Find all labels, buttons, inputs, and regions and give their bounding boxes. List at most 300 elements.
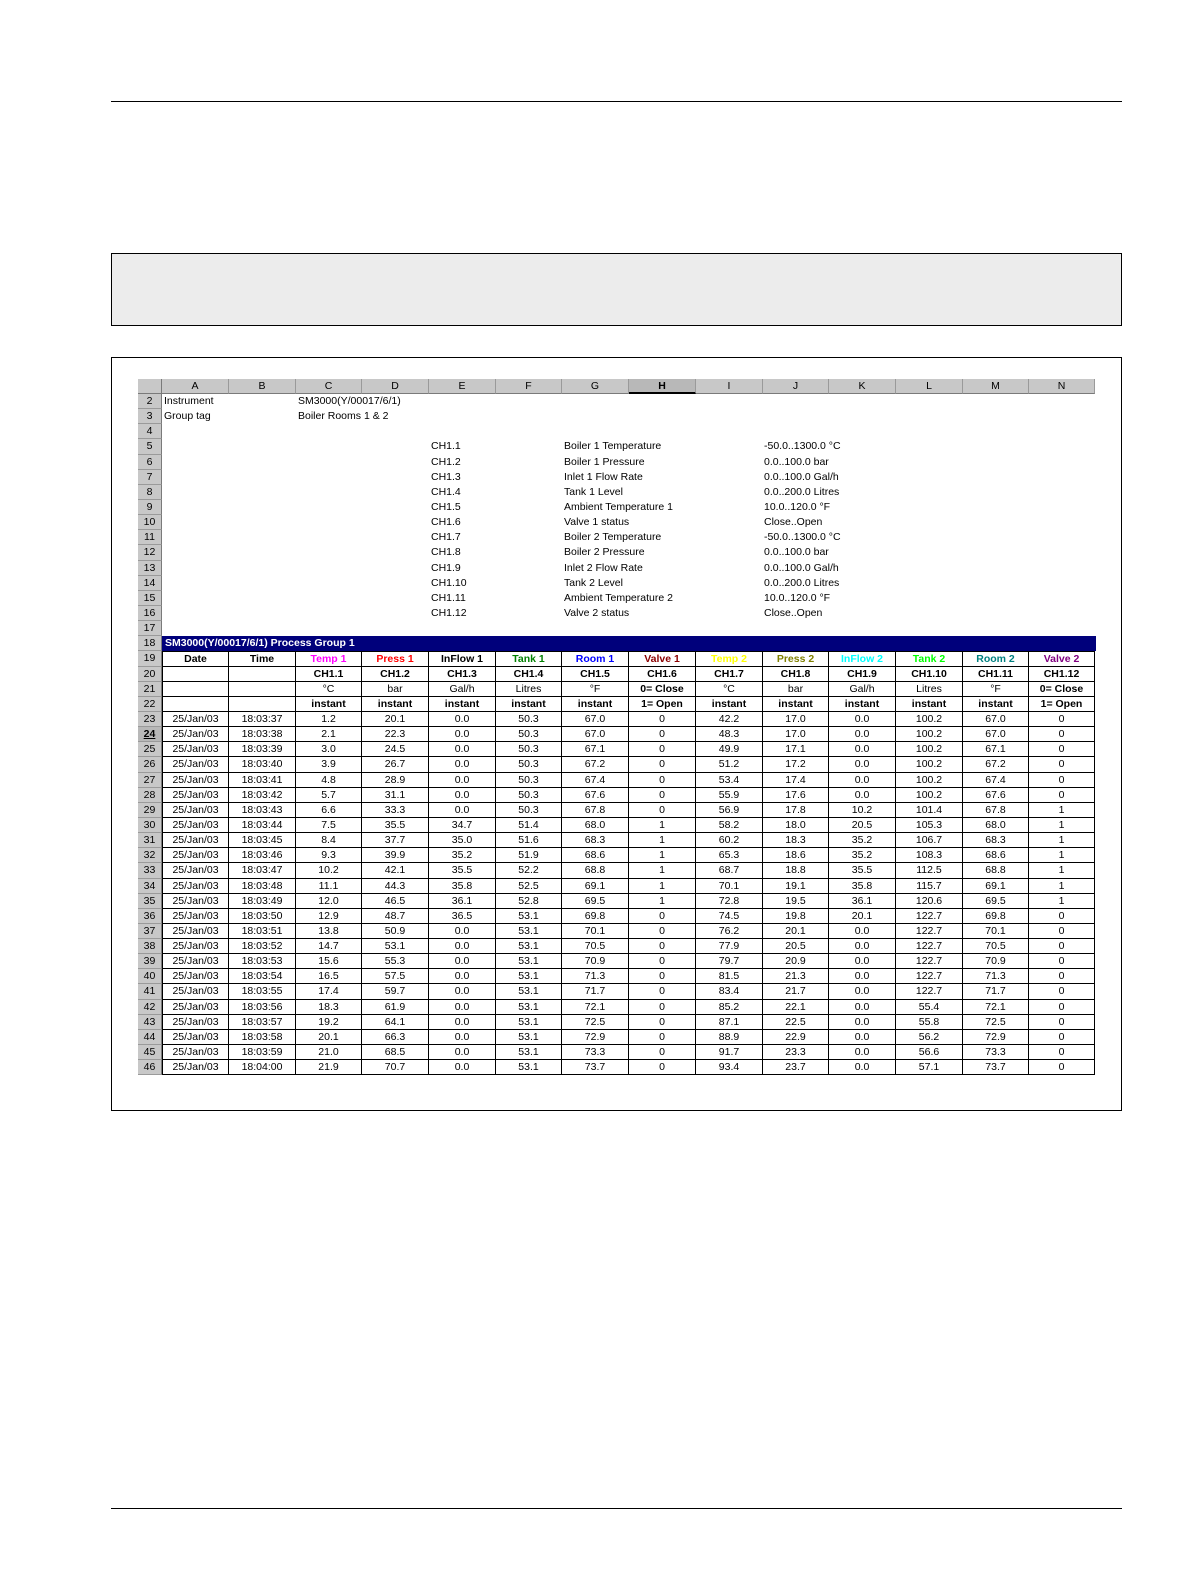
table-cell[interactable]: 0 (629, 939, 696, 954)
table-cell[interactable]: 0.0 (429, 1000, 496, 1015)
table-cell[interactable]: 0.0 (429, 773, 496, 788)
table-cell[interactable]: 23.7 (763, 1060, 829, 1075)
table-cell[interactable]: 0.0 (429, 712, 496, 727)
table-cell[interactable]: 0.0 (429, 788, 496, 803)
table-cell[interactable]: 53.1 (496, 984, 562, 999)
table-cell[interactable]: 50.9 (362, 924, 429, 939)
table-cell[interactable]: 72.5 (963, 1015, 1029, 1030)
table-cell[interactable]: 18:03:53 (229, 954, 296, 969)
table-cell[interactable]: 0 (629, 1060, 696, 1075)
table-cell[interactable]: 1 (1029, 894, 1095, 909)
table-cell[interactable]: 69.8 (963, 909, 1029, 924)
column-header-f[interactable]: F (496, 379, 562, 394)
table-cell[interactable]: 61.9 (362, 1000, 429, 1015)
table-cell[interactable]: 21.0 (296, 1045, 362, 1060)
table-cell[interactable]: 81.5 (696, 969, 763, 984)
table-cell[interactable]: 25/Jan/03 (162, 879, 229, 894)
table-cell[interactable]: 19.1 (763, 879, 829, 894)
table-cell[interactable]: 22.1 (763, 1000, 829, 1015)
table-cell[interactable]: 0.0 (829, 1045, 896, 1060)
table-cell[interactable]: 67.4 (963, 773, 1029, 788)
table-cell[interactable]: 20.1 (296, 1030, 362, 1045)
table-cell[interactable]: 0.0 (429, 984, 496, 999)
table-cell[interactable]: 76.2 (696, 924, 763, 939)
table-cell[interactable]: 25/Jan/03 (162, 924, 229, 939)
table-cell[interactable]: 50.3 (496, 757, 562, 772)
table-cell[interactable]: 17.4 (296, 984, 362, 999)
table-cell[interactable]: 18:03:55 (229, 984, 296, 999)
table-cell[interactable]: 25/Jan/03 (162, 863, 229, 878)
table-cell[interactable]: 0 (1029, 939, 1095, 954)
table-cell[interactable]: 100.2 (896, 712, 963, 727)
table-cell[interactable]: 65.3 (696, 848, 763, 863)
table-cell[interactable]: 71.3 (963, 969, 1029, 984)
table-cell[interactable]: 1 (629, 894, 696, 909)
table-cell[interactable]: 35.0 (429, 833, 496, 848)
table-cell[interactable]: 25/Jan/03 (162, 833, 229, 848)
table-cell[interactable]: 35.2 (829, 833, 896, 848)
table-cell[interactable]: 20.5 (829, 818, 896, 833)
table-cell[interactable]: 18.3 (763, 833, 829, 848)
table-cell[interactable]: 68.5 (362, 1045, 429, 1060)
row-number[interactable]: 12 (138, 545, 162, 560)
table-cell[interactable]: 18.8 (763, 863, 829, 878)
table-cell[interactable]: 70.1 (696, 879, 763, 894)
row-number[interactable]: 14 (138, 576, 162, 591)
table-cell[interactable]: 25/Jan/03 (162, 742, 229, 757)
spreadsheet[interactable] (138, 379, 1096, 1075)
table-cell[interactable]: 0.0 (429, 1030, 496, 1045)
table-cell[interactable]: 0 (629, 984, 696, 999)
table-cell[interactable]: 18:03:47 (229, 863, 296, 878)
table-cell[interactable]: 10.2 (829, 803, 896, 818)
table-cell[interactable]: 1.2 (296, 712, 362, 727)
table-cell[interactable]: 70.5 (963, 939, 1029, 954)
table-cell[interactable]: 53.1 (496, 1000, 562, 1015)
table-cell[interactable]: 0.0 (429, 924, 496, 939)
table-cell[interactable]: 1 (1029, 818, 1095, 833)
table-cell[interactable]: 53.1 (496, 1045, 562, 1060)
table-cell[interactable]: 53.1 (496, 969, 562, 984)
table-cell[interactable]: 0 (1029, 1045, 1095, 1060)
table-cell[interactable]: 72.1 (963, 1000, 1029, 1015)
row-number[interactable]: 17 (138, 621, 162, 636)
table-cell[interactable]: 72.8 (696, 894, 763, 909)
row-number[interactable]: 5 (138, 439, 162, 454)
table-cell[interactable]: 39.9 (362, 848, 429, 863)
table-cell[interactable]: 87.1 (696, 1015, 763, 1030)
table-cell[interactable]: 52.2 (496, 863, 562, 878)
table-cell[interactable]: 18.0 (763, 818, 829, 833)
table-cell[interactable]: 0.0 (829, 1015, 896, 1030)
table-cell[interactable]: 66.3 (362, 1030, 429, 1045)
table-cell[interactable]: 67.2 (562, 757, 629, 772)
table-cell[interactable]: 0.0 (829, 742, 896, 757)
column-header-k[interactable]: K (829, 379, 896, 394)
table-cell[interactable]: 1 (1029, 833, 1095, 848)
table-cell[interactable]: 18:03:45 (229, 833, 296, 848)
table-cell[interactable]: 0.0 (429, 803, 496, 818)
table-cell[interactable]: 70.9 (562, 954, 629, 969)
table-cell[interactable]: 79.7 (696, 954, 763, 969)
table-cell[interactable]: 25/Jan/03 (162, 757, 229, 772)
table-cell[interactable]: 72.9 (562, 1030, 629, 1045)
table-cell[interactable]: 56.9 (696, 803, 763, 818)
table-cell[interactable]: 18:03:42 (229, 788, 296, 803)
table-cell[interactable]: 35.2 (829, 848, 896, 863)
table-cell[interactable]: 5.7 (296, 788, 362, 803)
table-cell[interactable]: 21.3 (763, 969, 829, 984)
row-number[interactable]: 8 (138, 485, 162, 500)
table-cell[interactable]: 18:03:44 (229, 818, 296, 833)
table-cell[interactable]: 22.5 (763, 1015, 829, 1030)
row-number[interactable]: 24 (138, 727, 162, 742)
table-cell[interactable]: 44.3 (362, 879, 429, 894)
table-cell[interactable]: 53.4 (696, 773, 763, 788)
row-number[interactable]: 6 (138, 455, 162, 470)
table-cell[interactable]: 50.3 (496, 803, 562, 818)
table-cell[interactable]: 67.0 (562, 727, 629, 742)
row-number[interactable]: 35 (138, 894, 162, 909)
table-cell[interactable]: 18:03:37 (229, 712, 296, 727)
table-cell[interactable]: 35.5 (429, 863, 496, 878)
column-header-e[interactable]: E (429, 379, 496, 394)
table-cell[interactable]: 68.7 (696, 863, 763, 878)
table-cell[interactable]: 50.3 (496, 788, 562, 803)
row-number[interactable]: 20 (138, 667, 162, 682)
table-cell[interactable]: 68.3 (562, 833, 629, 848)
table-cell[interactable]: 0 (629, 712, 696, 727)
table-cell[interactable]: 100.2 (896, 788, 963, 803)
table-cell[interactable]: 1 (1029, 879, 1095, 894)
table-cell[interactable]: 0 (1029, 984, 1095, 999)
table-cell[interactable]: 0.0 (429, 939, 496, 954)
table-cell[interactable]: 20.5 (763, 939, 829, 954)
table-cell[interactable]: 7.5 (296, 818, 362, 833)
table-cell[interactable]: 25/Jan/03 (162, 727, 229, 742)
table-cell[interactable]: 59.7 (362, 984, 429, 999)
table-cell[interactable]: 18:03:46 (229, 848, 296, 863)
table-cell[interactable]: 0.0 (829, 969, 896, 984)
table-cell[interactable]: 19.8 (763, 909, 829, 924)
table-cell[interactable]: 23.3 (763, 1045, 829, 1060)
table-cell[interactable]: 69.1 (562, 879, 629, 894)
column-header-j[interactable]: J (763, 379, 829, 394)
table-cell[interactable]: 0 (629, 742, 696, 757)
table-cell[interactable]: 88.9 (696, 1030, 763, 1045)
row-number[interactable]: 29 (138, 803, 162, 818)
table-cell[interactable]: 0 (1029, 1000, 1095, 1015)
row-number[interactable]: 44 (138, 1030, 162, 1045)
table-cell[interactable]: 35.5 (829, 863, 896, 878)
table-cell[interactable]: 70.1 (562, 924, 629, 939)
table-cell[interactable]: 53.1 (496, 924, 562, 939)
table-cell[interactable]: 70.1 (963, 924, 1029, 939)
table-cell[interactable]: 85.2 (696, 1000, 763, 1015)
row-number[interactable]: 3 (138, 409, 162, 424)
table-cell[interactable]: 56.6 (896, 1045, 963, 1060)
table-cell[interactable]: 42.1 (362, 863, 429, 878)
row-number[interactable]: 32 (138, 848, 162, 863)
row-number[interactable]: 21 (138, 682, 162, 697)
table-cell[interactable]: 0 (1029, 757, 1095, 772)
table-cell[interactable]: 20.9 (763, 954, 829, 969)
table-cell[interactable]: 100.2 (896, 757, 963, 772)
table-cell[interactable]: 1 (629, 818, 696, 833)
table-cell[interactable]: 53.1 (362, 939, 429, 954)
table-cell[interactable]: 0 (629, 727, 696, 742)
table-cell[interactable]: 15.6 (296, 954, 362, 969)
row-number[interactable]: 22 (138, 697, 162, 712)
table-cell[interactable]: 69.5 (562, 894, 629, 909)
table-cell[interactable]: 25/Jan/03 (162, 712, 229, 727)
table-cell[interactable]: 51.6 (496, 833, 562, 848)
table-cell[interactable]: 53.1 (496, 939, 562, 954)
table-cell[interactable]: 25/Jan/03 (162, 1030, 229, 1045)
table-cell[interactable]: 0.0 (829, 939, 896, 954)
column-header-m[interactable]: M (963, 379, 1029, 394)
row-number[interactable]: 39 (138, 954, 162, 969)
table-cell[interactable]: 0 (629, 1015, 696, 1030)
table-cell[interactable]: 25/Jan/03 (162, 894, 229, 909)
table-cell[interactable]: 0 (629, 924, 696, 939)
table-cell[interactable]: 73.3 (562, 1045, 629, 1060)
table-cell[interactable]: 0.0 (429, 1060, 496, 1075)
table-cell[interactable]: 0 (629, 788, 696, 803)
table-cell[interactable]: 18:03:49 (229, 894, 296, 909)
row-number[interactable]: 9 (138, 500, 162, 515)
table-cell[interactable]: 0.0 (829, 1060, 896, 1075)
table-cell[interactable]: 68.3 (963, 833, 1029, 848)
table-cell[interactable]: 25/Jan/03 (162, 788, 229, 803)
table-cell[interactable]: 25/Jan/03 (162, 803, 229, 818)
table-cell[interactable]: 120.6 (896, 894, 963, 909)
table-cell[interactable]: 72.9 (963, 1030, 1029, 1045)
table-cell[interactable]: 68.6 (562, 848, 629, 863)
table-cell[interactable]: 67.0 (562, 712, 629, 727)
table-cell[interactable]: 18:03:48 (229, 879, 296, 894)
table-cell[interactable]: 55.8 (896, 1015, 963, 1030)
table-cell[interactable]: 58.2 (696, 818, 763, 833)
table-cell[interactable]: 57.5 (362, 969, 429, 984)
table-cell[interactable]: 115.7 (896, 879, 963, 894)
table-cell[interactable]: 100.2 (896, 773, 963, 788)
table-cell[interactable]: 14.7 (296, 939, 362, 954)
table-cell[interactable]: 48.3 (696, 727, 763, 742)
table-cell[interactable]: 122.7 (896, 969, 963, 984)
table-cell[interactable]: 0 (1029, 1030, 1095, 1045)
table-cell[interactable]: 25/Jan/03 (162, 818, 229, 833)
table-cell[interactable]: 25/Jan/03 (162, 1045, 229, 1060)
column-header-n[interactable]: N (1029, 379, 1095, 394)
table-cell[interactable]: 1 (1029, 803, 1095, 818)
table-cell[interactable]: 25/Jan/03 (162, 773, 229, 788)
table-cell[interactable]: 17.6 (763, 788, 829, 803)
row-number[interactable]: 43 (138, 1015, 162, 1030)
table-cell[interactable]: 70.7 (362, 1060, 429, 1075)
table-cell[interactable]: 0.0 (829, 712, 896, 727)
table-cell[interactable]: 0 (1029, 712, 1095, 727)
table-cell[interactable]: 0.0 (829, 984, 896, 999)
table-cell[interactable]: 17.0 (763, 727, 829, 742)
table-cell[interactable]: 0 (629, 954, 696, 969)
row-number[interactable]: 46 (138, 1060, 162, 1075)
table-cell[interactable]: 1 (629, 863, 696, 878)
table-cell[interactable]: 18:03:50 (229, 909, 296, 924)
table-cell[interactable]: 100.2 (896, 742, 963, 757)
table-cell[interactable]: 68.8 (963, 863, 1029, 878)
table-cell[interactable]: 20.1 (362, 712, 429, 727)
table-cell[interactable]: 11.1 (296, 879, 362, 894)
table-cell[interactable]: 101.4 (896, 803, 963, 818)
table-cell[interactable]: 0.0 (829, 1030, 896, 1045)
table-cell[interactable]: 4.8 (296, 773, 362, 788)
table-cell[interactable]: 25/Jan/03 (162, 984, 229, 999)
table-cell[interactable]: 1 (629, 879, 696, 894)
row-number[interactable]: 19 (138, 651, 162, 666)
table-cell[interactable]: 0.0 (429, 954, 496, 969)
table-cell[interactable]: 18:03:54 (229, 969, 296, 984)
table-cell[interactable]: 1 (629, 848, 696, 863)
row-number[interactable]: 45 (138, 1045, 162, 1060)
table-cell[interactable]: 0.0 (829, 924, 896, 939)
table-cell[interactable]: 1 (1029, 848, 1095, 863)
table-cell[interactable]: 0 (629, 1045, 696, 1060)
table-cell[interactable]: 28.9 (362, 773, 429, 788)
row-number[interactable]: 36 (138, 909, 162, 924)
table-cell[interactable]: 0 (629, 803, 696, 818)
table-cell[interactable]: 53.1 (496, 909, 562, 924)
table-cell[interactable]: 35.8 (429, 879, 496, 894)
table-cell[interactable]: 0 (1029, 924, 1095, 939)
table-cell[interactable]: 25/Jan/03 (162, 848, 229, 863)
table-cell[interactable]: 48.7 (362, 909, 429, 924)
table-cell[interactable]: 72.1 (562, 1000, 629, 1015)
table-cell[interactable]: 35.8 (829, 879, 896, 894)
table-cell[interactable]: 35.5 (362, 818, 429, 833)
table-cell[interactable]: 0 (1029, 954, 1095, 969)
table-cell[interactable]: 18:03:43 (229, 803, 296, 818)
row-number[interactable]: 42 (138, 1000, 162, 1015)
table-cell[interactable]: 52.8 (496, 894, 562, 909)
table-cell[interactable]: 37.7 (362, 833, 429, 848)
table-cell[interactable]: 70.9 (963, 954, 1029, 969)
table-cell[interactable]: 112.5 (896, 863, 963, 878)
table-cell[interactable]: 13.8 (296, 924, 362, 939)
row-number[interactable]: 37 (138, 924, 162, 939)
table-cell[interactable]: 50.3 (496, 773, 562, 788)
table-cell[interactable]: 16.5 (296, 969, 362, 984)
table-cell[interactable]: 71.7 (963, 984, 1029, 999)
column-header-c[interactable]: C (296, 379, 362, 394)
table-cell[interactable]: 31.1 (362, 788, 429, 803)
table-cell[interactable]: 2.1 (296, 727, 362, 742)
table-cell[interactable]: 93.4 (696, 1060, 763, 1075)
table-cell[interactable]: 20.1 (829, 909, 896, 924)
table-cell[interactable]: 67.0 (963, 712, 1029, 727)
table-cell[interactable]: 0 (1029, 1015, 1095, 1030)
table-cell[interactable]: 0.0 (429, 727, 496, 742)
row-number[interactable]: 23 (138, 712, 162, 727)
table-cell[interactable]: 8.4 (296, 833, 362, 848)
table-cell[interactable]: 0 (629, 1000, 696, 1015)
table-cell[interactable]: 122.7 (896, 909, 963, 924)
column-header-l[interactable]: L (896, 379, 963, 394)
table-cell[interactable]: 1 (1029, 863, 1095, 878)
column-header-i[interactable]: I (696, 379, 763, 394)
table-cell[interactable]: 0.0 (829, 727, 896, 742)
row-number[interactable]: 41 (138, 984, 162, 999)
table-cell[interactable]: 42.2 (696, 712, 763, 727)
table-cell[interactable]: 0.0 (829, 757, 896, 772)
table-cell[interactable]: 52.5 (496, 879, 562, 894)
table-cell[interactable]: 50.3 (496, 712, 562, 727)
table-cell[interactable]: 25/Jan/03 (162, 969, 229, 984)
table-cell[interactable]: 12.0 (296, 894, 362, 909)
table-cell[interactable]: 49.9 (696, 742, 763, 757)
row-number[interactable]: 26 (138, 757, 162, 772)
row-number[interactable]: 28 (138, 788, 162, 803)
table-cell[interactable]: 18:03:58 (229, 1030, 296, 1045)
table-cell[interactable]: 60.2 (696, 833, 763, 848)
row-number[interactable]: 27 (138, 773, 162, 788)
table-cell[interactable]: 71.7 (562, 984, 629, 999)
row-number[interactable]: 30 (138, 818, 162, 833)
column-header-d[interactable]: D (362, 379, 429, 394)
column-header-h[interactable]: H (629, 379, 696, 394)
table-cell[interactable]: 19.2 (296, 1015, 362, 1030)
table-cell[interactable]: 9.3 (296, 848, 362, 863)
table-cell[interactable]: 12.9 (296, 909, 362, 924)
row-number[interactable]: 10 (138, 515, 162, 530)
table-cell[interactable]: 67.6 (963, 788, 1029, 803)
row-number[interactable]: 7 (138, 470, 162, 485)
table-cell[interactable]: 53.1 (496, 1030, 562, 1045)
table-cell[interactable]: 21.7 (763, 984, 829, 999)
table-cell[interactable]: 73.7 (963, 1060, 1029, 1075)
table-cell[interactable]: 67.2 (963, 757, 1029, 772)
table-cell[interactable]: 106.7 (896, 833, 963, 848)
table-cell[interactable]: 18.3 (296, 1000, 362, 1015)
table-cell[interactable]: 25/Jan/03 (162, 954, 229, 969)
table-cell[interactable]: 122.7 (896, 939, 963, 954)
table-cell[interactable]: 17.0 (763, 712, 829, 727)
table-cell[interactable]: 35.2 (429, 848, 496, 863)
table-cell[interactable]: 67.0 (963, 727, 1029, 742)
table-cell[interactable]: 53.1 (496, 954, 562, 969)
table-cell[interactable]: 1 (629, 833, 696, 848)
column-header-a[interactable]: A (162, 379, 229, 394)
table-cell[interactable]: 51.4 (496, 818, 562, 833)
table-cell[interactable]: 0 (1029, 909, 1095, 924)
table-cell[interactable]: 73.3 (963, 1045, 1029, 1060)
table-cell[interactable]: 25/Jan/03 (162, 1060, 229, 1075)
table-cell[interactable]: 22.9 (763, 1030, 829, 1045)
table-cell[interactable]: 18:03:40 (229, 757, 296, 772)
table-cell[interactable]: 0 (1029, 742, 1095, 757)
table-cell[interactable]: 0 (629, 1030, 696, 1045)
row-number[interactable]: 11 (138, 530, 162, 545)
table-cell[interactable]: 67.4 (562, 773, 629, 788)
table-cell[interactable]: 68.0 (562, 818, 629, 833)
row-number[interactable]: 4 (138, 424, 162, 439)
row-number[interactable]: 15 (138, 591, 162, 606)
table-cell[interactable]: 74.5 (696, 909, 763, 924)
table-cell[interactable]: 0.0 (829, 773, 896, 788)
table-cell[interactable]: 67.8 (562, 803, 629, 818)
table-cell[interactable]: 18:03:39 (229, 742, 296, 757)
table-cell[interactable]: 18:03:56 (229, 1000, 296, 1015)
